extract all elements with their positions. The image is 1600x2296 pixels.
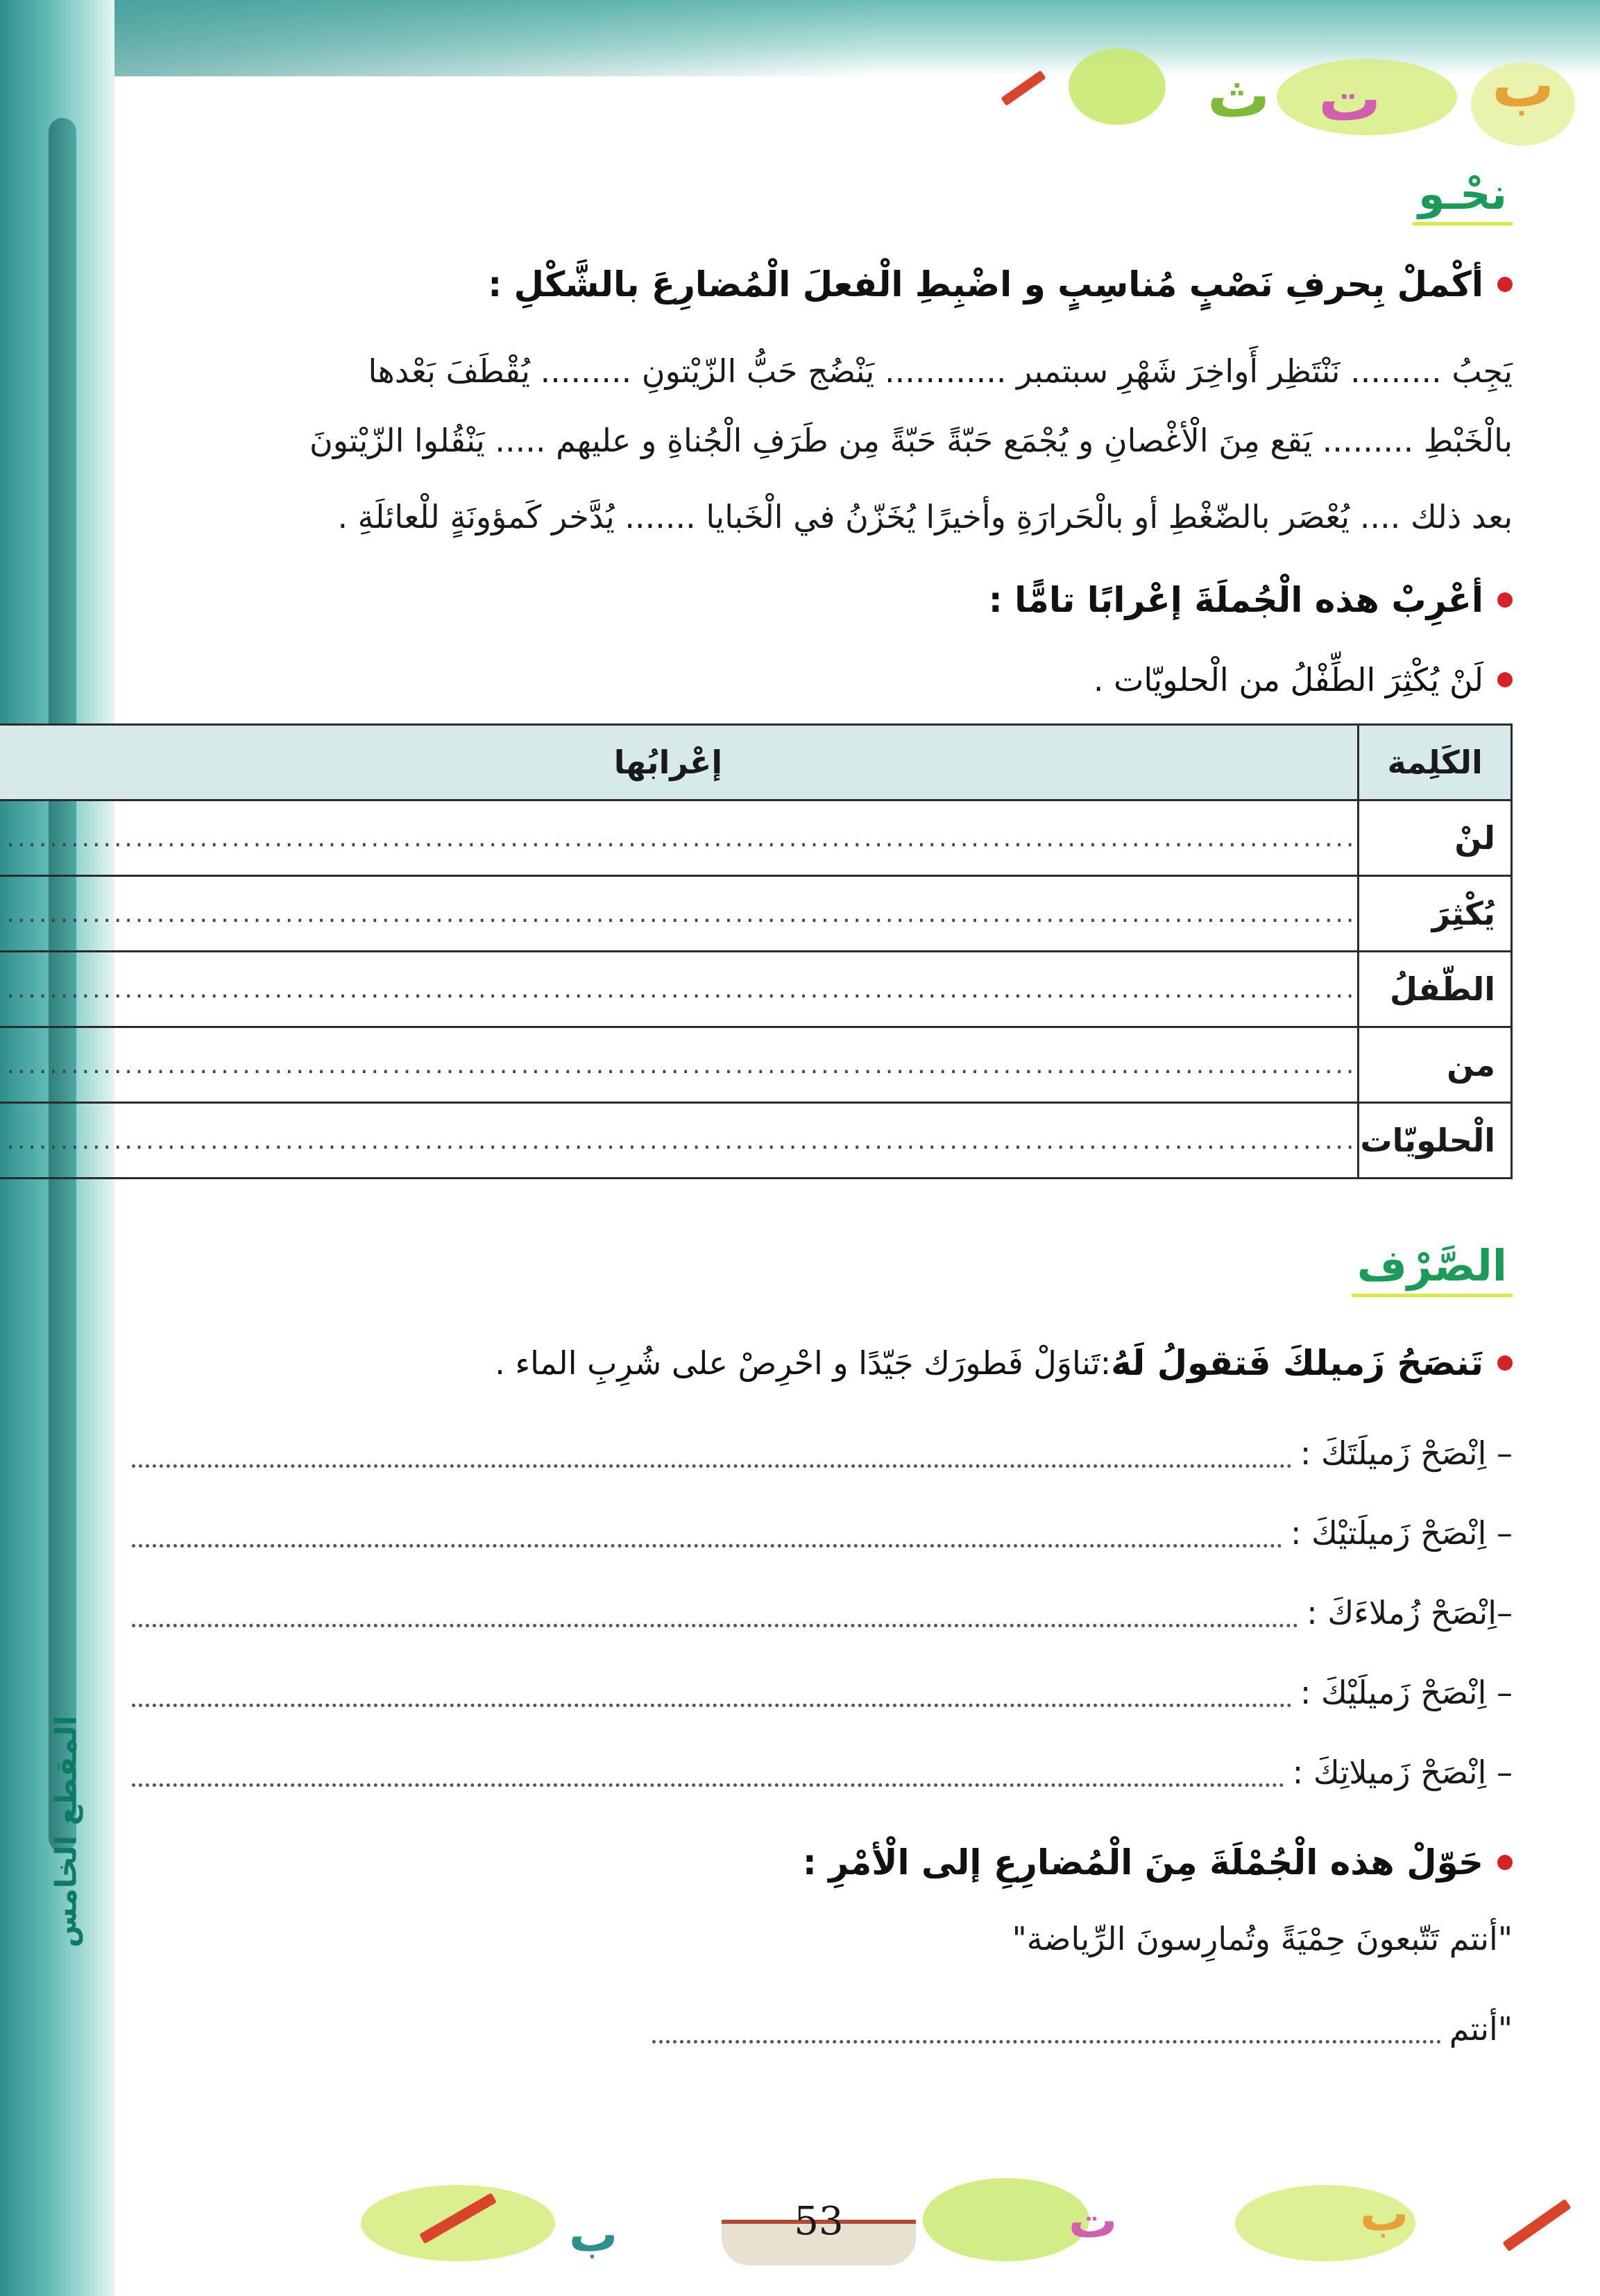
fill-line-label: – اِنْصَحْ زَميلَيْكَ : <box>1300 1674 1513 1711</box>
question-prompt: أكْملْ بِحرفِ نَصْبٍ مُناسِبٍ و اضْبِطِ الْفعلَ الْمُضارِعَ بالشَّكْلِ : <box>488 264 1483 305</box>
deco-letter-tha: ث <box>1207 59 1270 132</box>
table-cell-word: لنْ <box>1359 800 1512 876</box>
fill-line <box>132 1509 1513 1557</box>
deco-letter-ba: ب <box>1492 49 1555 121</box>
fill-line <box>132 1429 1513 1477</box>
table-cell-answer-line[interactable]: .............................................................................................................................. <box>0 952 1359 1027</box>
table-cell-answer-line[interactable]: .............................................................................................................................. <box>0 800 1359 876</box>
table-cell-word: الطّفلُ <box>1359 952 1512 1027</box>
bullet-icon <box>1497 1855 1513 1870</box>
exercise-text-line: بعد ذلك .... يُعْصَر بالضّغْطِ أو بالْحَرارَةِ وأخيرًا يُخَزّنُ في الْخَبايا ....... يُدَّخر كَمؤونَةٍ للْعائلَةِ . <box>337 498 1513 536</box>
answer-dotted-line[interactable] <box>132 1758 1284 1787</box>
deco-letter-ba: ب <box>1360 2185 1409 2242</box>
fill-line-label: –اِنْصَحْ زُملاءَكَ : <box>1307 1594 1513 1631</box>
column-header-word: الكَلِمة <box>1359 725 1512 800</box>
deco-letter-ta: ت <box>1069 2192 1118 2249</box>
question-complete-sentences <box>132 257 1513 312</box>
bullet-icon <box>1497 592 1513 608</box>
deco-letter-ta: ت <box>1318 62 1381 135</box>
fill-line-label: – اِنْصَحْ زَميلَتَكَ : <box>1300 1434 1513 1472</box>
table-cell-answer-line[interactable]: .............................................................................................................................. <box>0 1027 1359 1103</box>
fill-line-label: – اِنْصَحْ زَميلاتِكَ : <box>1292 1754 1513 1791</box>
bullet-icon <box>1497 1355 1513 1371</box>
fill-line-label: – اِنْصَحْ زَميلَتيْكَ : <box>1290 1514 1513 1552</box>
sentence-text: لَنْ يُكْثِرَ الطِّفْلُ من الْحلويّات . <box>1093 661 1483 699</box>
parsing-table <box>0 723 1513 1179</box>
bullet-icon <box>1497 277 1513 292</box>
table-row <box>0 800 1512 876</box>
table-cell-word: يُكْثِرَ <box>1359 876 1512 952</box>
table-cell-word: من <box>1359 1027 1512 1103</box>
table-row <box>0 1027 1512 1103</box>
table-row <box>0 952 1512 1027</box>
fill-line <box>132 1748 1513 1797</box>
answer-dotted-line[interactable] <box>132 1679 1292 1707</box>
answer-dotted-line[interactable] <box>132 1599 1298 1627</box>
fill-line <box>132 1668 1513 1717</box>
exercise-text-line: يَجِبُ ......... نَنْتَظِر أَواخِرَ شَهْرِ سبتمبر ............ يَنْضُج حَبُّ الزّيْتونِ ......... يُقْطَفَ بَعْدها <box>368 352 1513 390</box>
table-cell-answer-line[interactable]: .............................................................................................................................. <box>0 876 1359 952</box>
deco-letter-ba: ب <box>569 2206 618 2263</box>
section-title-sarf: الصَّرْف <box>1352 1238 1513 1297</box>
answer-dotted-line[interactable] <box>132 1519 1282 1548</box>
table-cell-answer-line[interactable]: .............................................................................................................................. <box>0 1103 1359 1179</box>
question-example: :تَناوَلْ فَطورَك جَيّدًا و احْرِصْ على شُرِبِ الماء . <box>495 1344 1112 1382</box>
question-parse-sentence <box>132 572 1513 628</box>
sentence-to-convert: "أنتم تَتّبعونَ حِمْيَةً وتُمارِسونَ الرِّياضة" <box>1012 1920 1513 1957</box>
question-prompt: حَوّلْ هذه الْجُمْلَةَ مِنَ الْمُضارِعِ إلى الْأمْرِ : <box>802 1842 1483 1883</box>
table-cell-word: الْحلويّات <box>1359 1103 1512 1179</box>
fill-line-label: "أنتم <box>1449 2010 1513 2048</box>
question-advise-friend <box>132 1335 1513 1391</box>
bullet-icon <box>1497 672 1513 687</box>
exercise-text-line: بالْخَبْطِ ......... يَقع مِنَ الْأغْصانِ و يُجْمَع حَبّةً حَبّةً مِن طَرَفِ الْجُناةِ و عليهم ..... يَنْقُلوا الزّيْتونَ <box>309 422 1513 459</box>
sentence-to-parse <box>132 652 1513 708</box>
table-row <box>0 1103 1512 1179</box>
fill-line <box>652 2005 1513 2053</box>
unit-side-label <box>42 1715 90 1948</box>
unit-side-label-text: المقطع الخامس <box>49 1715 83 1948</box>
section-title-nahw: نحْـو <box>1413 166 1513 225</box>
question-convert-to-imperative <box>132 1835 1513 1890</box>
table-header-row <box>0 725 1512 800</box>
column-header-parsing: إعْرابُها <box>0 725 1359 800</box>
pencil-icon <box>1502 2199 1571 2252</box>
table-row <box>0 876 1512 952</box>
question-prompt: تَنصَحُ زَميلكَ فَتقولُ لَهُ <box>1111 1343 1483 1383</box>
page-number: 53 <box>794 2199 844 2244</box>
fill-line <box>132 1588 1513 1637</box>
question-prompt: أعْرِبْ هذه الْجُملَةَ إعْرابًا تامًّا : <box>988 580 1483 620</box>
answer-dotted-line[interactable] <box>132 1439 1292 1468</box>
answer-dotted-line[interactable] <box>652 2015 1441 2044</box>
